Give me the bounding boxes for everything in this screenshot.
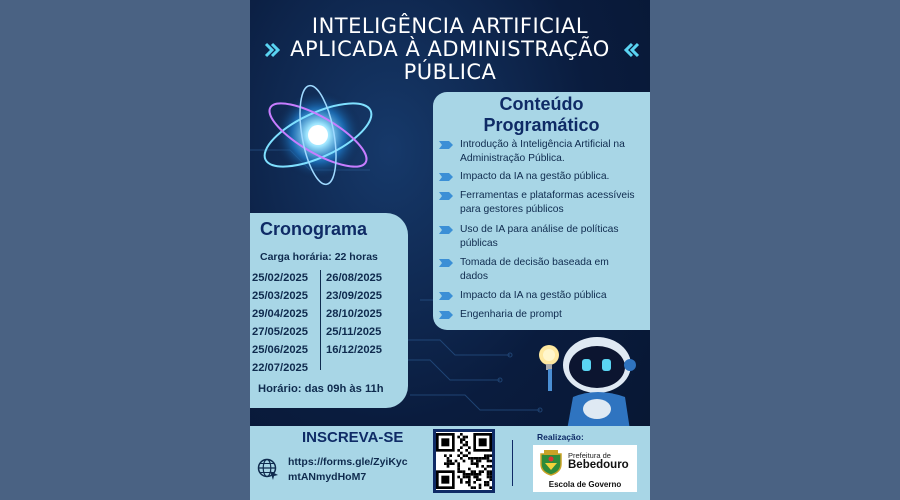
arrow-bullet-icon — [439, 141, 453, 149]
content-item-line-1: Uso de IA para análise de políticas — [460, 224, 619, 235]
atom-orb-illustration — [256, 80, 386, 195]
content-item-line-2: dados — [460, 271, 489, 282]
schedule-date: 25/06/2025 — [252, 344, 308, 356]
content-item-text — [460, 289, 648, 303]
poster — [250, 0, 650, 500]
schedule-date: 23/09/2025 — [326, 290, 382, 302]
content-item-text — [460, 138, 648, 166]
schedule-date: 28/10/2025 — [326, 308, 382, 320]
content-item-line-2: públicas — [460, 238, 498, 249]
schedule-date: 25/02/2025 — [252, 272, 308, 284]
content-item-line-1: Introdução à Inteligência Artificial na — [460, 139, 625, 150]
arrow-bullet-icon — [439, 226, 453, 234]
qr-code[interactable] — [433, 429, 495, 493]
title-line-3: PÚBLICA — [403, 60, 497, 84]
content-item-line-1: Tomada de decisão baseada em — [460, 257, 609, 268]
arrow-bullet-icon — [439, 259, 453, 267]
content-item-text — [460, 308, 648, 322]
content-item-text — [460, 170, 648, 184]
schedule-date: 25/03/2025 — [252, 290, 308, 302]
organizer-label: Realização: — [537, 432, 584, 442]
time-text: Horário: das 09h às 11h — [258, 383, 384, 395]
content-item-line-1: Ferramentas e plataformas acessíveis — [460, 190, 635, 201]
qr-code-pattern — [436, 432, 492, 490]
schedule-date: 29/04/2025 — [252, 308, 308, 320]
content-heading-2: Programático — [483, 115, 600, 135]
organizer-logo — [533, 445, 637, 492]
robot-illustration — [535, 335, 650, 430]
globe-cursor-icon — [257, 458, 279, 480]
school-name: Escola de Governo — [548, 480, 622, 489]
content-item-text — [460, 189, 648, 217]
schedule-date: 16/12/2025 — [326, 344, 382, 356]
signup-panel — [250, 426, 650, 500]
bottom-divider — [512, 440, 513, 486]
content-item-line-2: para gestores públicos — [460, 204, 564, 215]
arrow-bullet-icon — [439, 192, 453, 200]
schedule-title: Cronograma — [260, 219, 368, 239]
crest-icon — [537, 448, 565, 476]
content-item-line-2: Administração Pública. — [460, 153, 565, 164]
content-item-text — [460, 223, 648, 251]
schedule-date: 22/07/2025 — [252, 362, 308, 374]
schedule-date: 26/08/2025 — [326, 272, 382, 284]
prefeitura-text: Prefeitura de — [568, 451, 611, 460]
content-item-line-1: Impacto da IA na gestão pública — [460, 290, 607, 301]
schedule-panel — [250, 213, 408, 408]
title-line-2: APLICADA À ADMINISTRAÇÃO — [290, 37, 610, 61]
content-item-line-1: Impacto da IA na gestão pública. — [460, 171, 610, 182]
arrow-bullet-icon — [439, 311, 453, 319]
signup-label: INSCREVA-SE — [302, 429, 404, 446]
content-panel — [433, 92, 650, 330]
schedule-date: 25/11/2025 — [326, 326, 382, 338]
content-item-line-1: Engenharia de prompt — [460, 309, 562, 320]
content-heading-1: Conteúdo — [499, 94, 584, 114]
arrow-bullet-icon — [439, 292, 453, 300]
arrow-bullet-icon — [439, 173, 453, 181]
schedule-divider — [320, 270, 321, 370]
schedule-date: 27/05/2025 — [252, 326, 308, 338]
city-name: Bebedouro — [568, 459, 629, 471]
content-item-text — [460, 256, 648, 284]
signup-link-line-1[interactable]: https://forms.gle/ZyiKyc — [288, 456, 408, 468]
title-line-1: INTELIGÊNCIA ARTIFICIAL — [311, 14, 589, 38]
workload-text: Carga horária: 22 horas — [260, 251, 378, 263]
signup-link-line-2[interactable]: mtANmydHoM7 — [288, 471, 367, 483]
